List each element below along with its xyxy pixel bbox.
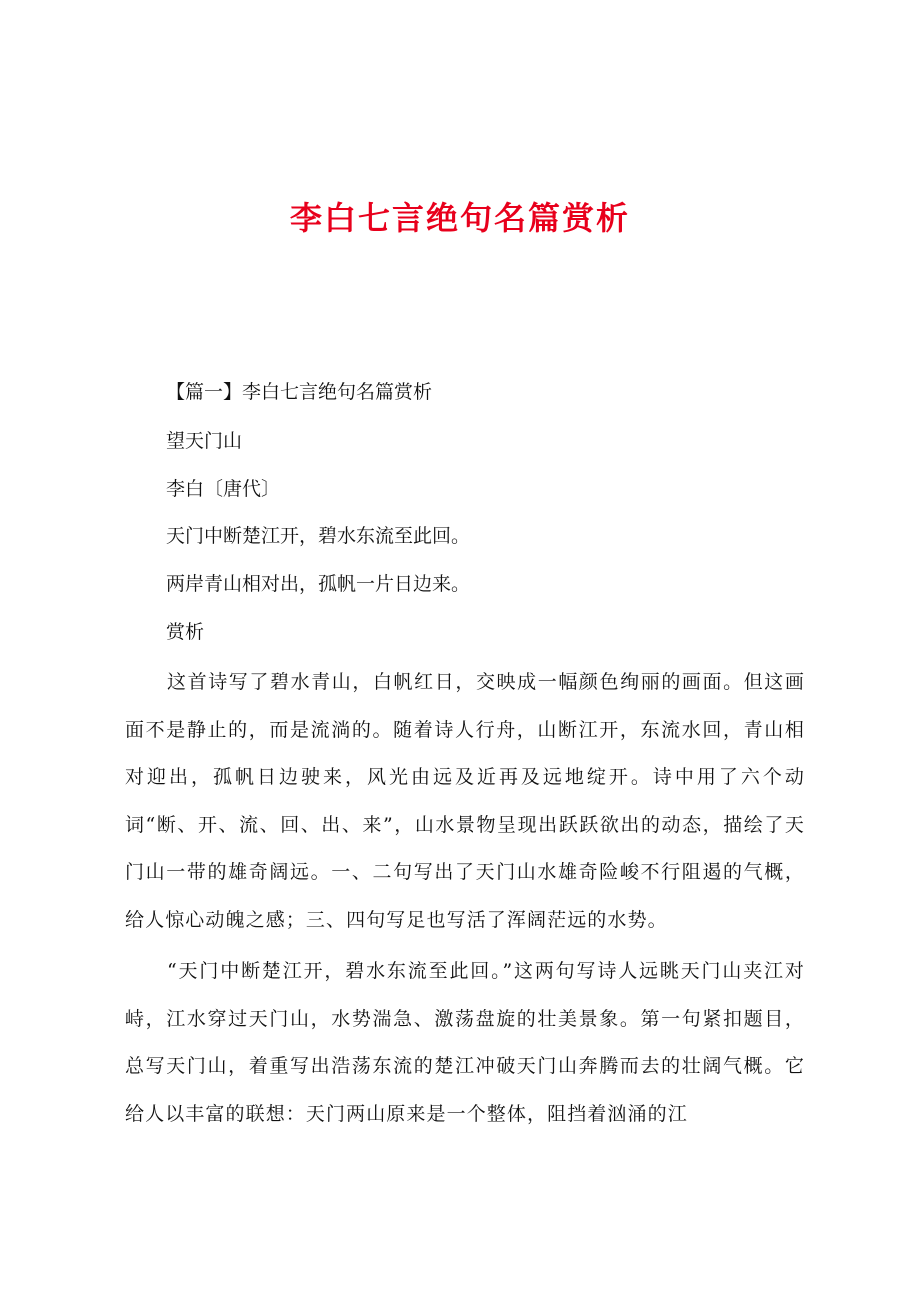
poem-line-2: 两岸青山相对出，孤帆一片日边来。: [166, 573, 471, 595]
document-title: 李白七言绝句名篇赏析: [289, 199, 630, 237]
section-heading: 【篇一】李白七言绝句名篇赏析: [166, 381, 433, 403]
poem-author: 李白〔唐代〕: [166, 478, 281, 500]
analysis-paragraph-1: 这首诗写了碧水青山，白帆红日，交映成一幅颜色绚丽的画面。但这画面不是静止的，而是流淌的。随着诗人行舟，山断江开，东流水回，青山相对迎出，孤帆日边驶来，风光由远及近再及远地绽开。诗中用了六个动词“断、开、流、回、出、来”，山水景物呈现出跃跃欲出的动态，描绘了天门山一带的雄奇阔远。一、二句写出了天门山水雄奇险峻不行阻遏的气概，给人惊心动魄之感；三、四句写足也写活了浑阔茫远的水势。: [125, 671, 805, 931]
analysis-heading: 赏析: [166, 621, 205, 643]
poem-line-1: 天门中断楚江开，碧水东流至此回。: [166, 525, 471, 547]
analysis-paragraph-2: “天门中断楚江开，碧水东流至此回。”这两句写诗人远眺天门山夹江对峙，江水穿过天门山，水势湍急、激荡盘旋的壮美景象。第一句紧扣题目，总写天门山，着重写出浩荡东流的楚江冲破天门山奔腾而去的壮阔气概。它给人以丰富的联想：天门两山原来是一个整体，阻挡着汹涌的江: [125, 960, 805, 1125]
poem-title: 望天门山: [166, 430, 243, 452]
